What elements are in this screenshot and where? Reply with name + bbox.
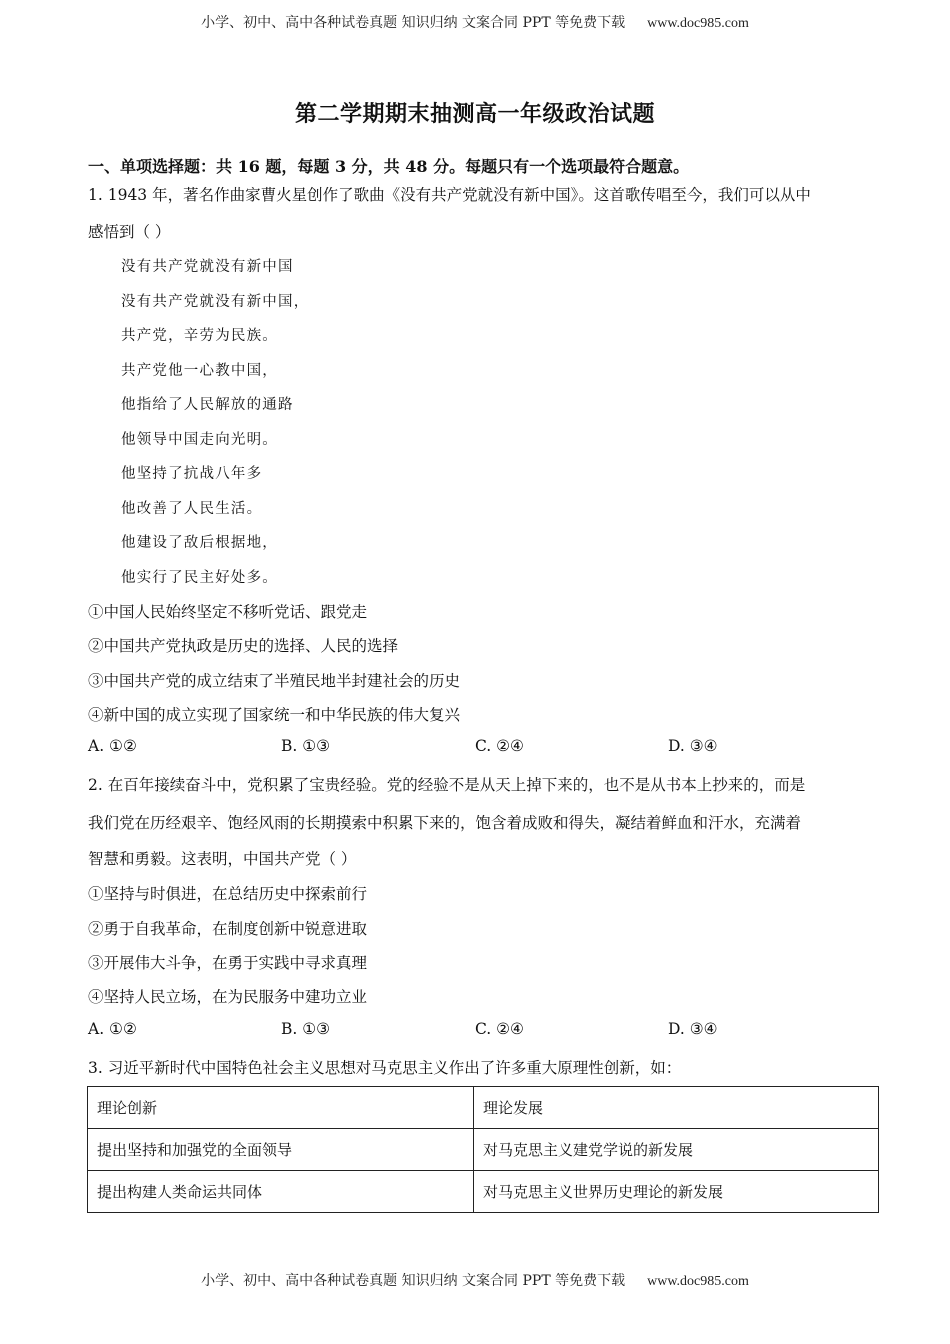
q2-statement-2: ②勇于自我革命，在制度创新中锐意进取 xyxy=(88,920,368,938)
q1-statement-4: ④新中国的成立实现了国家统一和中华民族的伟大复兴 xyxy=(88,706,461,724)
footer-text: 小学、初中、高中各种试卷真题 知识归纳 文案合同 PPT 等免费下载 xyxy=(201,1273,626,1289)
table-header-cell: 理论发展 xyxy=(474,1087,879,1129)
q2-option-a[interactable]: A. ①② xyxy=(88,1020,137,1038)
page-footer xyxy=(0,1270,950,1290)
table-header-cell: 理论创新 xyxy=(88,1087,474,1129)
q1-option-d[interactable]: D. ③④ xyxy=(668,737,718,755)
header-url[interactable]: www.doc985.com xyxy=(647,16,749,31)
q1-poem-line: 他建设了敌后根据地， xyxy=(121,535,278,551)
theory-table xyxy=(87,1086,879,1213)
q2-statement-1: ①坚持与时俱进，在总结历史中探索前行 xyxy=(88,885,368,903)
q1-statement-2: ②中国共产党执政是历史的选择、人民的选择 xyxy=(88,637,399,655)
q2-option-c[interactable]: C. ②④ xyxy=(475,1020,524,1038)
q1-option-b[interactable]: B. ①③ xyxy=(281,737,331,755)
q1-poem-line: 他实行了民主好处多。 xyxy=(121,570,278,586)
q1-option-a[interactable]: A. ①② xyxy=(88,737,137,755)
q1-poem-line: 他指给了人民解放的通路 xyxy=(121,397,294,413)
q1-poem-line: 他坚持了抗战八年多 xyxy=(121,466,263,482)
q1-stem-line2: 感悟到（ ） xyxy=(88,223,171,241)
table-cell: 对马克思主义建党学说的新发展 xyxy=(474,1129,879,1171)
q1-poem-line: 他改善了人民生活。 xyxy=(121,501,263,517)
q1-option-c[interactable]: C. ②④ xyxy=(475,737,524,755)
q1-statement-3: ③中国共产党的成立结束了半殖民地半封建社会的历史 xyxy=(88,672,461,690)
q2-statement-4: ④坚持人民立场，在为民服务中建功立业 xyxy=(88,988,368,1006)
q1-poem-line: 共产党他一心教中国， xyxy=(121,363,278,379)
q2-option-d[interactable]: D. ③④ xyxy=(668,1020,718,1038)
q3-stem: 3. 习近平新时代中国特色社会主义思想对马克思主义作出了许多重大原理性创新，如： xyxy=(88,1059,682,1077)
section-heading: 一、单项选择题：共 16 题，每题 3 分，共 48 分。每题只有一个选项最符合题意。 xyxy=(88,157,690,176)
table-cell: 对马克思主义世界历史理论的新发展 xyxy=(474,1171,879,1213)
exam-title: 第二学期期末抽测高一年级政治试题 xyxy=(294,101,655,127)
q1-poem-line: 共产党，辛劳为民族。 xyxy=(121,328,278,344)
header-text: 小学、初中、高中各种试卷真题 知识归纳 文案合同 PPT 等免费下载 xyxy=(201,15,626,31)
q2-stem-line3: 智慧和勇毅。这表明，中国共产党（ ） xyxy=(88,850,357,868)
footer-url[interactable]: www.doc985.com xyxy=(647,1274,749,1289)
q1-poem-line: 没有共产党就没有新中国 xyxy=(121,259,294,275)
q1-poem-line: 没有共产党就没有新中国， xyxy=(121,294,310,310)
table-cell: 提出构建人类命运共同体 xyxy=(88,1171,474,1213)
q1-statement-1: ①中国人民始终坚定不移听党话、跟党走 xyxy=(88,603,368,621)
table-row xyxy=(88,1171,879,1213)
q2-stem-line2: 我们党在历经艰辛、饱经风雨的长期摸索中积累下来的，饱含着成败和得失，凝结着鲜血和汗水，充满着 xyxy=(88,814,802,832)
q1-poem-line: 他领导中国走向光明。 xyxy=(121,432,278,448)
table-row xyxy=(88,1129,879,1171)
q2-option-b[interactable]: B. ①③ xyxy=(281,1020,331,1038)
table-cell: 提出坚持和加强党的全面领导 xyxy=(88,1129,474,1171)
q2-statement-3: ③开展伟大斗争，在勇于实践中寻求真理 xyxy=(88,954,368,972)
table-header-row xyxy=(88,1087,879,1129)
q1-stem-line1: 1. 1943 年，著名作曲家曹火星创作了歌曲《没有共产党就没有新中国》。这首歌传唱至今，我们可以从中 xyxy=(88,186,811,204)
q2-stem-line1: 2. 在百年接续奋斗中，党积累了宝贵经验。党的经验不是从天上掉下来的，也不是从书本上抄来的，而是 xyxy=(88,776,806,794)
page-header xyxy=(0,12,950,32)
